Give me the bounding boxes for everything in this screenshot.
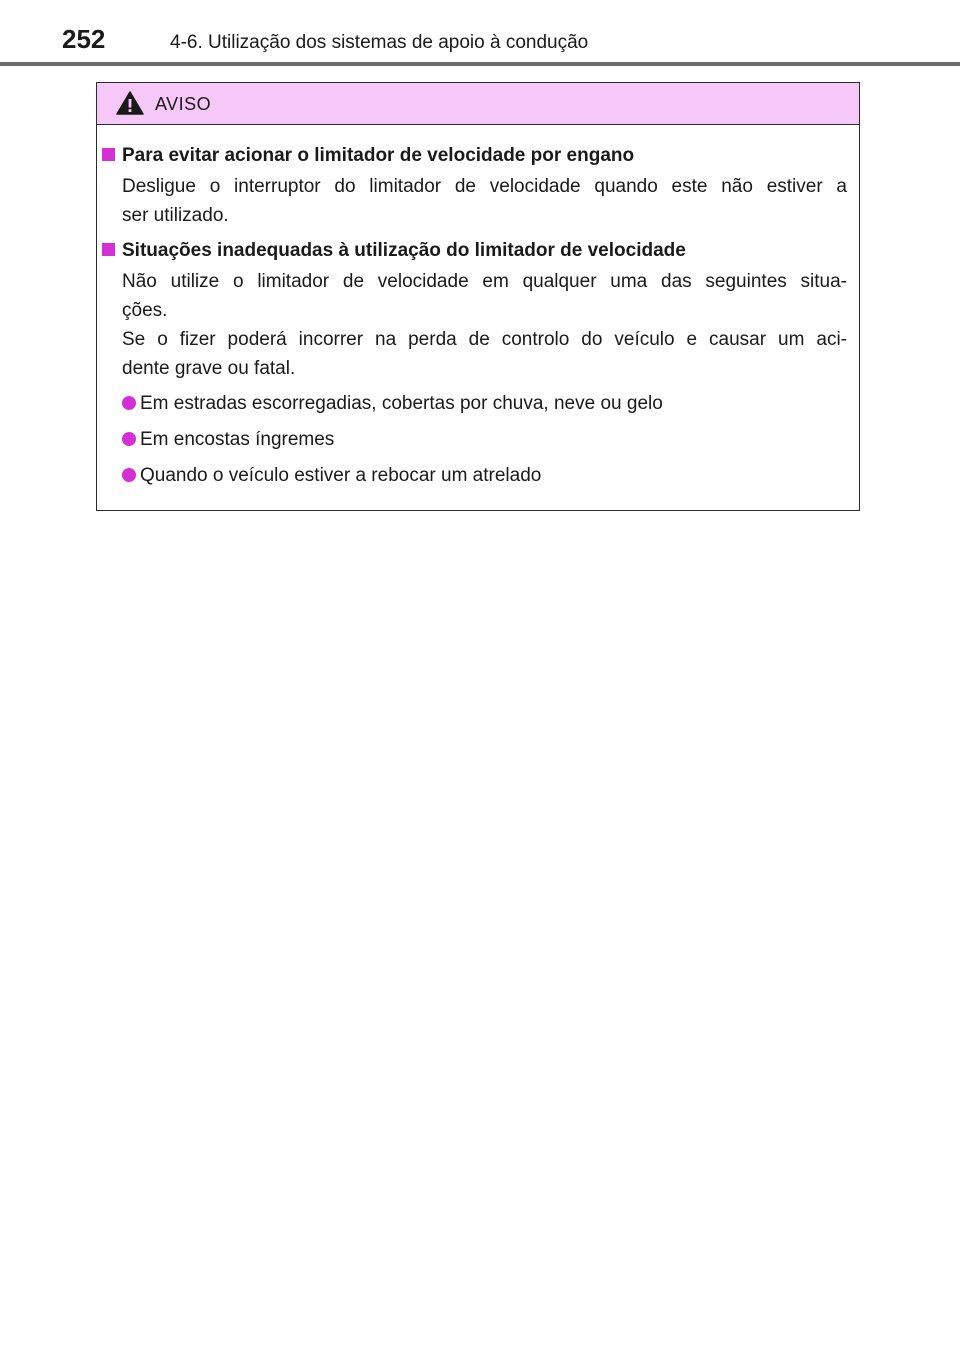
paragraph-line: ções. [122,300,168,321]
header-divider [0,62,960,66]
paragraph-line: Não utilize o limitador de velocidade em qualquer uma das seguintes situa- [122,271,847,292]
list-item [122,427,334,453]
paragraph-line: ser utilizado. [122,205,229,226]
list-item-text: Em estradas escorregadias, cobertas por chuva, neve ou gelo [140,393,663,414]
section-heading-text: Situações inadequadas à utilização do limitador de velocidade [122,240,686,261]
paragraph-line: Desligue o interruptor do limitador de velocidade quando este não estiver a [122,176,847,197]
round-bullet-icon [122,396,136,410]
paragraph-line: dente grave ou fatal. [122,358,296,379]
paragraph-line: Se o fizer poderá incorrer na perda de controlo do veículo e causar um aci- [122,329,847,350]
square-bullet-icon [102,243,115,256]
warning-box [96,82,860,511]
page-header [0,0,960,68]
warning-label: AVISO [155,94,212,114]
list-item [122,463,541,489]
round-bullet-icon [122,468,136,482]
page-number: 252 [62,24,106,54]
section-paragraph [122,267,847,383]
warning-header [97,83,859,125]
list-item-text: Em encostas íngremes [140,429,335,450]
list-item-text: Quando o veículo estiver a rebocar um atrelado [140,465,542,486]
list-item [122,391,663,417]
section-title: 4-6. Utilização dos sistemas de apoio à condução [170,32,589,53]
round-bullet-icon [122,432,136,446]
section-paragraph [122,172,847,230]
section-heading [102,143,634,169]
square-bullet-icon [102,148,115,161]
warning-triangle-icon [116,91,144,115]
section-heading [102,238,686,264]
section-heading-text: Para evitar acionar o limitador de velocidade por engano [122,145,635,166]
